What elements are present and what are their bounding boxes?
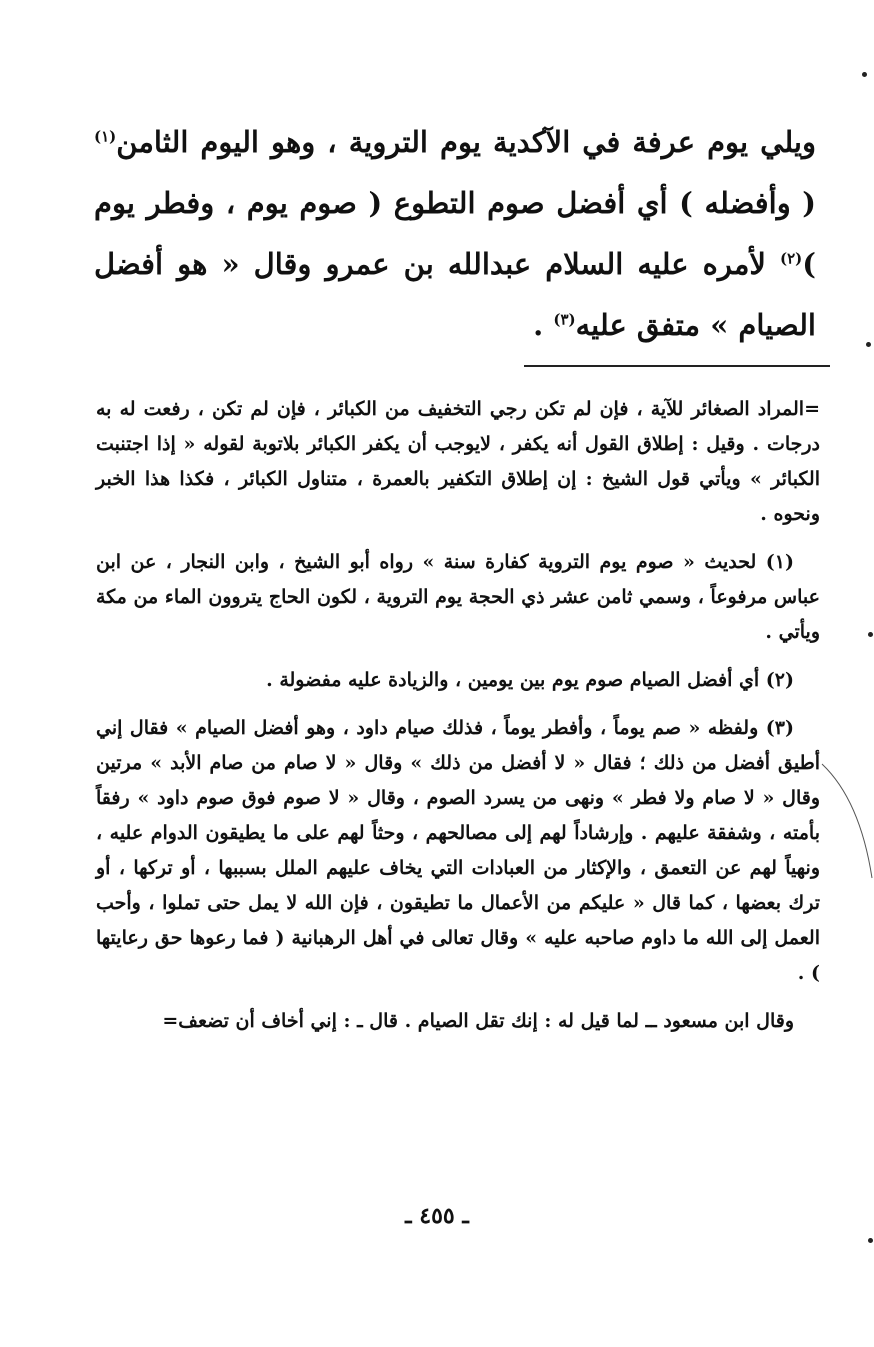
footnote-marker-2: (٢) (779, 249, 803, 268)
footnote-continuation: =المراد الصغائر للآية ، فإن لم تكن رجي التخفيف من الكبائر ، فإن لم تكن ، رفعت له به درجات . وقيل : إطلاق القول أنه يكفر ، لايوجب أن يكفر الكبائر بلاتوبة لقوله « إذا اجتنبت الكبائر » ويأتي قول الشيخ : إن إطلاق التكفير بالعمرة ، متناول الكبائر ، فكذا هذا الخبر ونحوه . (96, 398, 820, 525)
footnote-divider (524, 365, 830, 367)
footnote-2: (٢) أي أفضل الصيام صوم يوم بين يومين ، والزيادة عليه مفضولة . (266, 669, 794, 691)
footnote-1: (١) لحديث « صوم يوم التروية كفارة سنة » رواه أبو الشيخ ، وابن النجار ، عن ابن عباس مرفوعاً ، وسمي ثامن عشر ذي الحجة يوم التروية ، لكون الحاج يتروون الماء من مكة ويأتي . (96, 551, 820, 643)
margin-dot-mark (868, 1238, 873, 1243)
footnote-marker-1: (١) (94, 127, 117, 146)
footnote-marker-3: (٣) (553, 310, 576, 329)
footnote-3: (٣) ولفظه « صم يوماً ، وأفطر يوماً ، فذلك صيام داود ، وهو أفضل الصيام » فقال إني أطيق أفضل من ذلك ؛ فقال « لا أفضل من ذلك » وقال « لا صام من صام الأبد » مرتين وقال « لا صام ولا فطر » ونهى من يسرد الصوم ، وقال « لا صوم فوق صوم داود » رفقاً بأمته ، وشفقة عليهم . وإرشاداً لهم إلى مصالحهم ، وحثاً لهم على ما يطيقون الدوام عليه ، ونهياً لهم عن التعمق ، والإكثار من العبادات التي يخاف عليهم الملل بسببها ، أو تركها ، أو ترك بعضها ، كما قال « عليكم من الأعمال ما تطيقون ، فإن الله لا يمل حتى تملوا ، وأحب العمل إلى الله ما داوم صاحبه عليه » وقال تعالى في أهل الرهبانية ( فما رعوها حق رعايتها ) . (96, 717, 820, 984)
page-number: ـ ٤٥٥ ـ (405, 1203, 469, 1229)
main-text-paragraph (94, 112, 816, 356)
main-line-4-end: . (533, 308, 554, 342)
margin-dot-mark (862, 72, 867, 77)
margin-dot-mark (868, 632, 873, 637)
main-text-block (94, 112, 816, 356)
main-line-1: ويلي يوم عرفة في الآكدية يوم التروية ، وهو اليوم الثامن (116, 125, 816, 159)
footnote-4: وقال ابن مسعود ــ لما قيل له : إنك تقل الصيام . قال ـ : إني أخاف أن تضعف= (162, 1010, 794, 1032)
main-line-4: متفق عليه (575, 308, 701, 342)
main-line-3: لأمره عليه السلام عبدالله بن عمرو وقال « هو أفضل الصيام » (94, 247, 816, 342)
margin-dot-mark (866, 342, 871, 347)
main-line-2: ( وأفضله ) أي أفضل صوم التطوع ( صوم يوم ، وفطر يوم ) (94, 186, 816, 281)
footnotes-block (96, 392, 820, 1052)
scan-artifact-arc (820, 760, 874, 880)
